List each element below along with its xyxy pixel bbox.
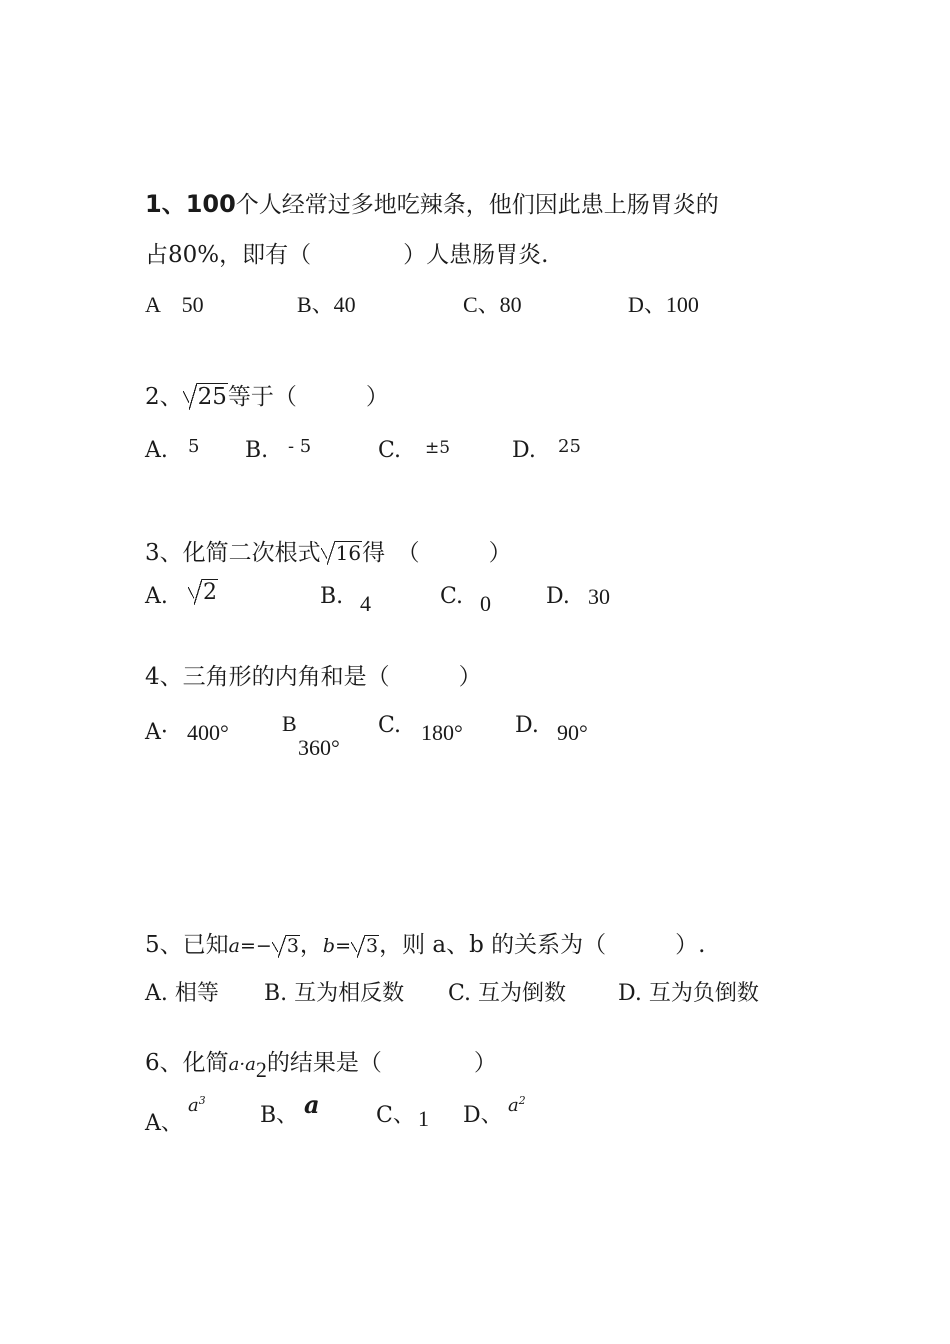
q4-value-d: 90° [557,720,588,745]
q2-label-c: C. [378,438,402,463]
q4-value-a: 400° [187,720,229,745]
expr-a-dot-a: a·a [228,1054,256,1075]
q4-label-b: B [282,711,297,736]
question-4-stem: 4、三角形的内角和是（ ） [145,664,482,690]
q5-option-c: C. 互为倒数 [448,981,567,1006]
question-6-suffix: 的结果是（ ） [266,1050,497,1076]
q2-value-d: 25 [558,436,581,457]
q3-value-a: 2 [188,579,218,605]
q4-value-b: 360° [298,735,340,760]
q6-value-a: $a^3$ [188,1094,206,1116]
q3-value-c: 0 [480,591,491,616]
q6-value-c: 1 [418,1106,429,1131]
q3-value-b: 4 [360,591,371,616]
q2-value-c: ±5 [425,438,451,458]
question-5-stem: 5、已知a=− 3，b= 3，则 a、b 的关系为（ ）. [145,932,706,958]
q3-label-c: C. [440,584,464,609]
q4-label-c: C. [378,713,402,738]
expr-subscript: 2 [255,1057,267,1082]
q2-label-d: D. [512,438,536,463]
question-3-stem [145,534,512,567]
q4-value-c: 180° [421,720,463,745]
q2-value-b: - 5 [288,436,312,457]
q4-label-a: A· [145,720,168,745]
question-6-text: 6、化简 [145,1050,229,1076]
q6-value-d: $a^2$ [508,1094,526,1116]
q6-label-b: B、 [260,1103,299,1128]
q5-option-d: D. 互为负倒数 [618,981,759,1006]
q2-label-a: A. [145,438,168,463]
question-1-stem [145,184,719,219]
question-5-suffix: ，则 a、b 的关系为（ ）. [379,932,706,958]
sqrt-16: 16 [321,541,362,565]
q3-label-d: D. [546,584,570,609]
sqrt-25: 25 [183,383,228,410]
question-6-stem [145,1044,497,1082]
question-1-line2: 占80%，即有（ ）人患肠胃炎. [145,242,549,268]
q3-value-d: 30 [588,584,610,609]
q2-value-a: 5 [188,436,200,457]
sqrt-3-b: 3 [351,935,379,958]
q5-option-a: A. 相等 [145,981,219,1006]
q1-option-a: A 50 [145,292,204,317]
question-2-text: 等于（ ） [227,384,389,410]
q6-value-b: a [304,1090,320,1119]
question-2-number: 2、 [145,384,183,410]
q2-label-b: B. [245,438,269,463]
question-2-stem [145,378,389,411]
q3-label-a: A. [145,584,168,609]
q4-label-d: D. [515,713,539,738]
question-5-text: 5、已知 [145,932,229,958]
question-1-text: 个人经常过多地吃辣条，他们因此患上肠胃炎的 [235,192,719,218]
sqrt-3-a: 3 [272,935,300,958]
q1-option-b: B、40 [297,292,356,317]
expr-a: a=− [228,935,272,957]
question-3-suffix: 得 （ ） [362,540,512,566]
question-1-number: 1、100 [145,190,236,218]
q6-label-d: D、 [463,1103,503,1128]
q3-label-b: B. [320,584,344,609]
q1-option-c: C、80 [463,292,522,317]
question-3-text: 3、化简二次根式 [145,540,321,566]
q6-label-a: A、 [145,1111,183,1136]
expr-b: b= [322,935,351,957]
q1-option-d: D、100 [628,292,699,317]
q6-label-c: C、 [376,1103,415,1128]
q5-option-b: B. 互为相反数 [264,981,405,1006]
